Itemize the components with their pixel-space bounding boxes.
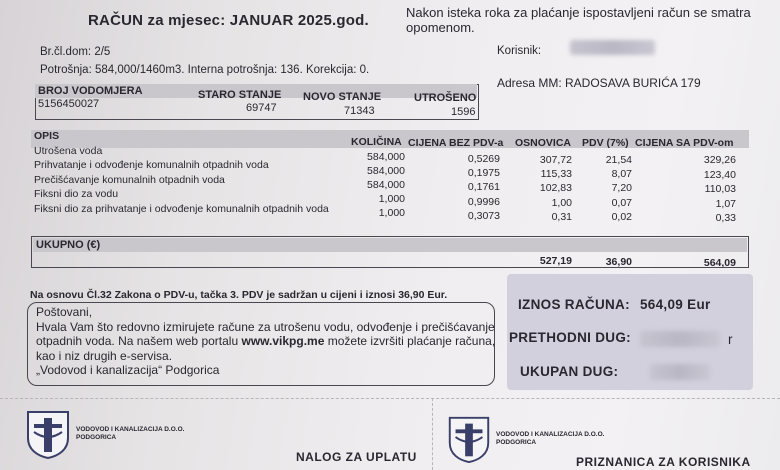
col-sa-pdv: CIJENA SA PDV-om [635, 137, 734, 149]
row-cijena: 0,3073 [467, 210, 500, 222]
row-sa-pdv: 123,40 [703, 169, 736, 181]
row-sa-pdv: 1,07 [715, 198, 736, 210]
total-osnovica: 527,19 [539, 255, 572, 267]
company-line1: VODOVOD I KANALIZACIJA D.O.O. [76, 426, 185, 433]
row-pdv: 8,07 [611, 168, 632, 180]
row-osnovica: 307,72 [539, 154, 572, 166]
meter-old-value: 69747 [246, 102, 277, 114]
meter-header-old: STARO STANJE [198, 89, 282, 101]
row-cijena: 0,5269 [467, 153, 500, 165]
company-name-right [496, 431, 604, 447]
col-cijena: CIJENA BEZ PDV-a [408, 137, 504, 149]
row-sa-pdv: 329,26 [703, 154, 736, 166]
row-cijena: 0,1761 [467, 181, 500, 193]
total-pdv: 36,90 [605, 256, 632, 268]
previous-debt-label: PRETHODNI DUG: [509, 330, 631, 345]
row-cijena: 0,1975 [467, 167, 500, 179]
redacted-total-debt [650, 364, 710, 380]
row-kolicina: 584,000 [367, 165, 405, 177]
message-signature: „Vodovod i kanalizacija“ Podgorica [36, 363, 220, 377]
total-label: UKUPNO (€) [36, 239, 101, 251]
page-title: RAČUN za mjesec: JANUAR 2025.god. [88, 12, 369, 29]
row-kolicina: 584,000 [367, 179, 405, 191]
col-pdv: PDV (7%) [582, 137, 629, 149]
redacted-previous-debt [640, 331, 720, 347]
portal-link[interactable]: www.vikpg.me [241, 334, 325, 348]
invoice-amount-label: IZNOS RAČUNA: [518, 297, 630, 312]
meter-number-value: 5156450027 [38, 98, 100, 110]
row-osnovica: 0,31 [551, 211, 572, 223]
payment-deadline-note: Nakon isteka roka za plaćanje ispostavljeni račun se smatra opomenom. [406, 5, 751, 35]
tear-line [0, 398, 780, 399]
row-cijena: 0,9996 [467, 196, 500, 208]
total-debt-label: UKUPAN DUG: [520, 364, 619, 379]
row-kolicina: 1,000 [378, 207, 405, 219]
vat-note: Na osnovu Čl.32 Zakona o PDV-u, tačka 3. PDV je sadržan u cijeni i iznosi 36,90 Eur. [30, 289, 448, 301]
row-osnovica: 1,00 [551, 197, 572, 209]
col-osnovica: OSNOVICA [515, 137, 572, 149]
row-kolicina: 584,000 [367, 151, 405, 163]
customer-label: Korisnik: [497, 45, 542, 57]
row-sa-pdv: 0,33 [715, 212, 736, 224]
company-line1: VODOVOD I KANALIZACIJA D.O.O. [496, 431, 605, 438]
vik-logo-icon [444, 412, 494, 466]
row-opis: Fiksni dio za prihvatanje i odvođenje komunalnih otpadnih voda [34, 203, 329, 215]
consumption-line: Potrošnja: 584,000/1460m3. Interna potrošnja: 136. Korekcija: 0. [40, 64, 370, 76]
row-osnovica: 115,33 [540, 168, 572, 180]
redacted-customer-name [570, 40, 655, 55]
meter-new-value: 71343 [344, 105, 375, 117]
invoice-amount-value: 564,09 Eur [640, 297, 711, 312]
meter-header-used: UTROŠENO [414, 92, 477, 104]
row-pdv: 21,54 [605, 154, 632, 166]
address-line: Adresa MM: RADOSAVA BURIĆA 179 [497, 76, 701, 90]
meter-header-new: NOVO STANJE [303, 91, 382, 103]
row-sa-pdv: 110,03 [704, 183, 736, 195]
household-members: Br.čl.dom: 2/5 [40, 46, 111, 58]
col-kolicina: KOLIČINA [351, 136, 402, 148]
message-body-2: možete izvršiti plaćanje računa, kao i niz drugih e-servisa. [36, 334, 496, 363]
row-opis: Prihvatanje i odvođenje komunalnih otpadnih voda [34, 159, 269, 171]
row-kolicina: 1,000 [378, 193, 405, 205]
col-opis: OPIS [34, 130, 60, 142]
row-pdv: 0,02 [611, 211, 632, 223]
row-pdv: 0,07 [611, 197, 632, 209]
previous-debt-suffix: r [728, 332, 733, 347]
tear-line-vertical [432, 398, 433, 470]
row-osnovica: 102,83 [539, 182, 572, 194]
vik-logo-icon [22, 408, 74, 460]
meter-used-value: 1596 [451, 106, 476, 118]
message-body: Hvala Vam što redovno izmirujete račune za utrošenu vodu, odvođenje i prečišćavanje otpadnih voda. Na našem web portalu [36, 319, 495, 348]
row-pdv: 7,20 [611, 182, 632, 194]
row-opis: Utrošena voda [34, 145, 103, 157]
total-header-bg [33, 238, 747, 252]
payment-order-label: NALOG ZA UPLATU [296, 450, 417, 464]
company-line2: PODGORICA [496, 439, 537, 446]
message-greeting: Poštovani, [36, 305, 93, 319]
company-line2: PODGORICA [76, 434, 117, 441]
total-sa-pdv: 564,09 [703, 257, 736, 269]
company-name-left [76, 426, 184, 442]
row-opis: Fiksni dio za vodu [34, 188, 119, 200]
row-opis: Prečišćavanje komunalnih otpadnih voda [34, 174, 225, 186]
meter-header-number: BROJ VODOMJERA [38, 85, 143, 97]
receipt-label: PRIZNANICA ZA KORISNIKA [576, 455, 751, 469]
message-text [36, 305, 496, 378]
